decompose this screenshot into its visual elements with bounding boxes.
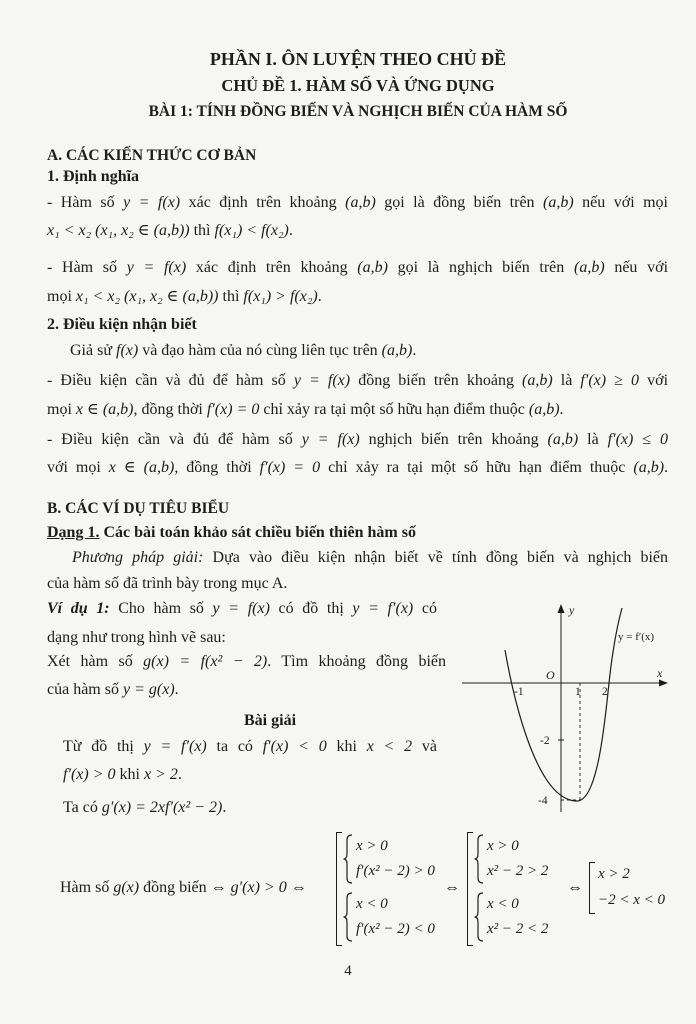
text-run: của hàm số đã trình bày trong mục A. [47,575,288,592]
condition-line [47,370,668,392]
math-expression: y = f′(x) [143,738,207,755]
text-run: . Tìm khoảng đồng biến [267,653,446,670]
text-run: . [222,799,227,816]
text-run: . [559,401,564,418]
origin-label: O [546,668,555,682]
final-equation-lead [60,877,307,899]
math-expression: x ∈ (a,b) [75,401,134,418]
text-run: - Điều kiện cần và đủ để hàm số [47,372,294,389]
text-run: xác định trên khoảng [180,194,346,211]
math-expression: f′(x) = 0 [206,401,260,418]
text-run: chỉ xảy ra tại một số hữu hạn điểm thuộc [320,459,634,476]
math-expression: f(x₁) < f(x₂) [214,222,289,239]
definition-line [47,257,668,279]
text-run: với [639,372,669,389]
example-line [47,679,179,701]
solution-line [63,764,182,786]
result-interval: −2 < x < 0 [598,892,666,908]
math-expression: y = g(x) [122,681,175,698]
x-tick-label: 2 [602,686,608,698]
method-line [47,573,287,595]
curly-brace [474,834,484,884]
y-axis-arrow [558,604,565,613]
system-condition: x < 0 [487,896,519,912]
text-run: - Điều kiện cần và đủ để hàm số [47,431,302,448]
text-run: và đạo hàm của nó cùng liên tục trên [138,342,382,359]
math-expression: g(x) [113,879,140,896]
text-run: , đồng thời [133,401,207,418]
math-expression: x ∈ (a,b) [108,459,175,476]
text-run: - Hàm số [47,259,127,276]
example-label: Ví dụ 1: [47,600,110,617]
math-expression: x₁ < x₂ (x₁, x₂ ∈ (a,b)) [75,288,219,305]
text-run: nếu với [604,259,669,276]
text-run: của hàm số [47,681,123,698]
system-condition: x > 0 [487,838,519,854]
math-expression: y = f(x) [293,372,351,389]
system-condition: x² − 2 < 2 [487,921,549,937]
math-expression: (a,b) [381,342,413,359]
text-run: là [552,372,581,389]
text-run: nghịch biến trên khoảng [359,431,548,448]
text-run: Từ đồ thị [63,738,144,755]
text-run: đồng biến trên khoảng [350,372,523,389]
text-run: . [664,459,669,476]
text-run: Ta có [63,799,102,816]
section-a-heading: A. CÁC KIẾN THỨC CƠ BẢN [47,147,257,164]
math-expression: f(x₁) > f(x₂) [243,288,318,305]
method-line [72,547,668,569]
text-run: - Hàm số [47,194,124,211]
text-run: khi [326,738,367,755]
curly-brace [343,892,353,942]
text-run: gọi là đồng biến trên [375,194,544,211]
y-tick-label: -2 [540,735,550,747]
system-condition: x² − 2 > 2 [487,863,549,879]
math-expression: y = f(x) [212,600,270,617]
text-run: là [578,431,608,448]
solution-line [63,736,437,758]
definition-line [47,192,668,214]
square-bracket [467,832,473,946]
y-tick-label: -4 [538,795,548,807]
text-run: . [288,222,293,239]
text-run: . [174,681,179,698]
math-expression: x < 2 [366,738,413,755]
text-run: nếu với mọi [573,194,669,211]
square-bracket [589,862,595,914]
math-expression: (a,b) [543,194,574,211]
result-interval: x > 2 [598,866,630,882]
definition-line [47,220,293,242]
curve-label: y = f′(x) [618,631,655,643]
text-run: dạng như trong hình vẽ sau: [47,629,226,646]
x-tick-label: 1 [575,686,581,698]
form-label: Dạng 1. [47,524,100,541]
math-expression: f(x) [116,342,139,359]
text-run: ⇔ [286,879,307,896]
example-line [47,651,446,673]
condition-heading: 2. Điều kiện nhận biết [47,316,197,333]
text-run: xác định trên khoảng [186,259,358,276]
text-run: có [413,600,437,617]
definition-line [47,286,322,308]
example-line [47,598,437,620]
text-run: Cho hàm số [109,600,213,617]
form-title: Các bài toán khảo sát chiều biến thiên hàm số [99,524,416,541]
definition-heading: 1. Định nghĩa [47,168,140,185]
math-expression: (a,b) [633,459,665,476]
text-run: . [177,766,182,783]
form-heading [47,522,416,544]
text-run: khi [115,766,144,783]
equivalence-symbol: ⇔ [444,879,460,896]
example-line [47,627,226,649]
system-condition: f′(x² − 2) > 0 [356,863,435,879]
math-expression: g′(x) = 2xf′(x² − 2) [101,799,223,816]
condition-line [47,399,564,421]
text-run: và [412,738,437,755]
math-expression: x > 2 [143,766,178,783]
math-expression: f′(x) ≥ 0 [580,372,640,389]
math-expression: y = f′(x) [352,600,414,617]
text-run: ta có [206,738,263,755]
math-expression: (a,b) [345,194,376,211]
system-condition: x < 0 [356,896,388,912]
math-expression: x₁ < x₂ (x₁, x₂ ∈ (a,b)) [47,222,190,239]
solution-heading: Bài giải [244,712,297,729]
text-run: có đồ thị [269,600,353,617]
equivalence-symbol: ⇔ [567,879,583,896]
condition-line [47,457,668,479]
math-expression: f′(x) = 0 [259,459,321,476]
text-run: thì [189,222,215,239]
math-expression: f′(x) ≤ 0 [607,431,669,448]
math-expression: f′(x) > 0 [63,766,116,783]
derivative-graph [455,598,670,815]
text-run: mọi [47,401,76,418]
math-expression: (a,b) [528,401,560,418]
curly-brace [474,892,484,942]
text-run: với mọi [47,459,109,476]
derivative-curve [505,608,622,801]
system-condition: f′(x² − 2) < 0 [356,921,435,937]
text-run: mọi [47,288,76,305]
text-run: . [412,342,417,359]
solution-line [63,797,226,819]
lesson-title: BÀI 1: TÍNH ĐỒNG BIẾN VÀ NGHỊCH BIẾN CỦA HÀM SỐ [148,103,568,120]
math-expression: y = f(x) [123,194,181,211]
x-axis-arrow [659,680,668,687]
text-run: . [317,288,322,305]
text-run: Hàm số [60,879,114,896]
math-expression: (a,b) [357,259,388,276]
topic-title: CHỦ ĐỀ 1. HÀM SỐ VÀ ỨNG DỤNG [221,76,495,95]
math-expression: y = f(x) [126,259,187,276]
math-expression: (a,b) [573,259,605,276]
text-run: Dựa vào điều kiện nhận biết về tính đồng biến và nghịch biến [203,549,668,566]
math-expression: f′(x) < 0 [262,738,327,755]
math-expression: (a,b) [547,431,579,448]
text-run: thì [218,288,244,305]
text-run: , đồng thời [174,459,260,476]
square-bracket [336,832,342,946]
text-run: Xét hàm số [47,653,144,670]
math-expression: g(x) = f(x² − 2) [143,653,268,670]
part-title: PHẦN I. ÔN LUYỆN THEO CHỦ ĐỀ [209,49,507,69]
method-label: Phương pháp giải: [72,549,204,566]
condition-line [47,429,668,451]
math-expression: (a,b) [522,372,553,389]
text-run: gọi là nghịch biến trên [387,259,574,276]
x-axis-label: x [657,666,663,680]
system-condition: x > 0 [356,838,388,854]
section-b-heading: B. CÁC VÍ DỤ TIÊU BIỂU [47,500,230,517]
math-expression: y = f(x) [301,431,360,448]
text-run: Giả sử [70,342,116,359]
condition-line [70,340,416,362]
text-run: đồng biến ⇔ [139,879,231,896]
x-tick-label: -1 [514,686,524,698]
text-run: chỉ xảy ra tại một số hữu hạn điểm thuộc [259,401,529,418]
y-axis-label: y [569,603,575,617]
math-expression: g′(x) > 0 [230,879,287,896]
page-number: 4 [344,963,352,979]
curly-brace [343,834,353,884]
